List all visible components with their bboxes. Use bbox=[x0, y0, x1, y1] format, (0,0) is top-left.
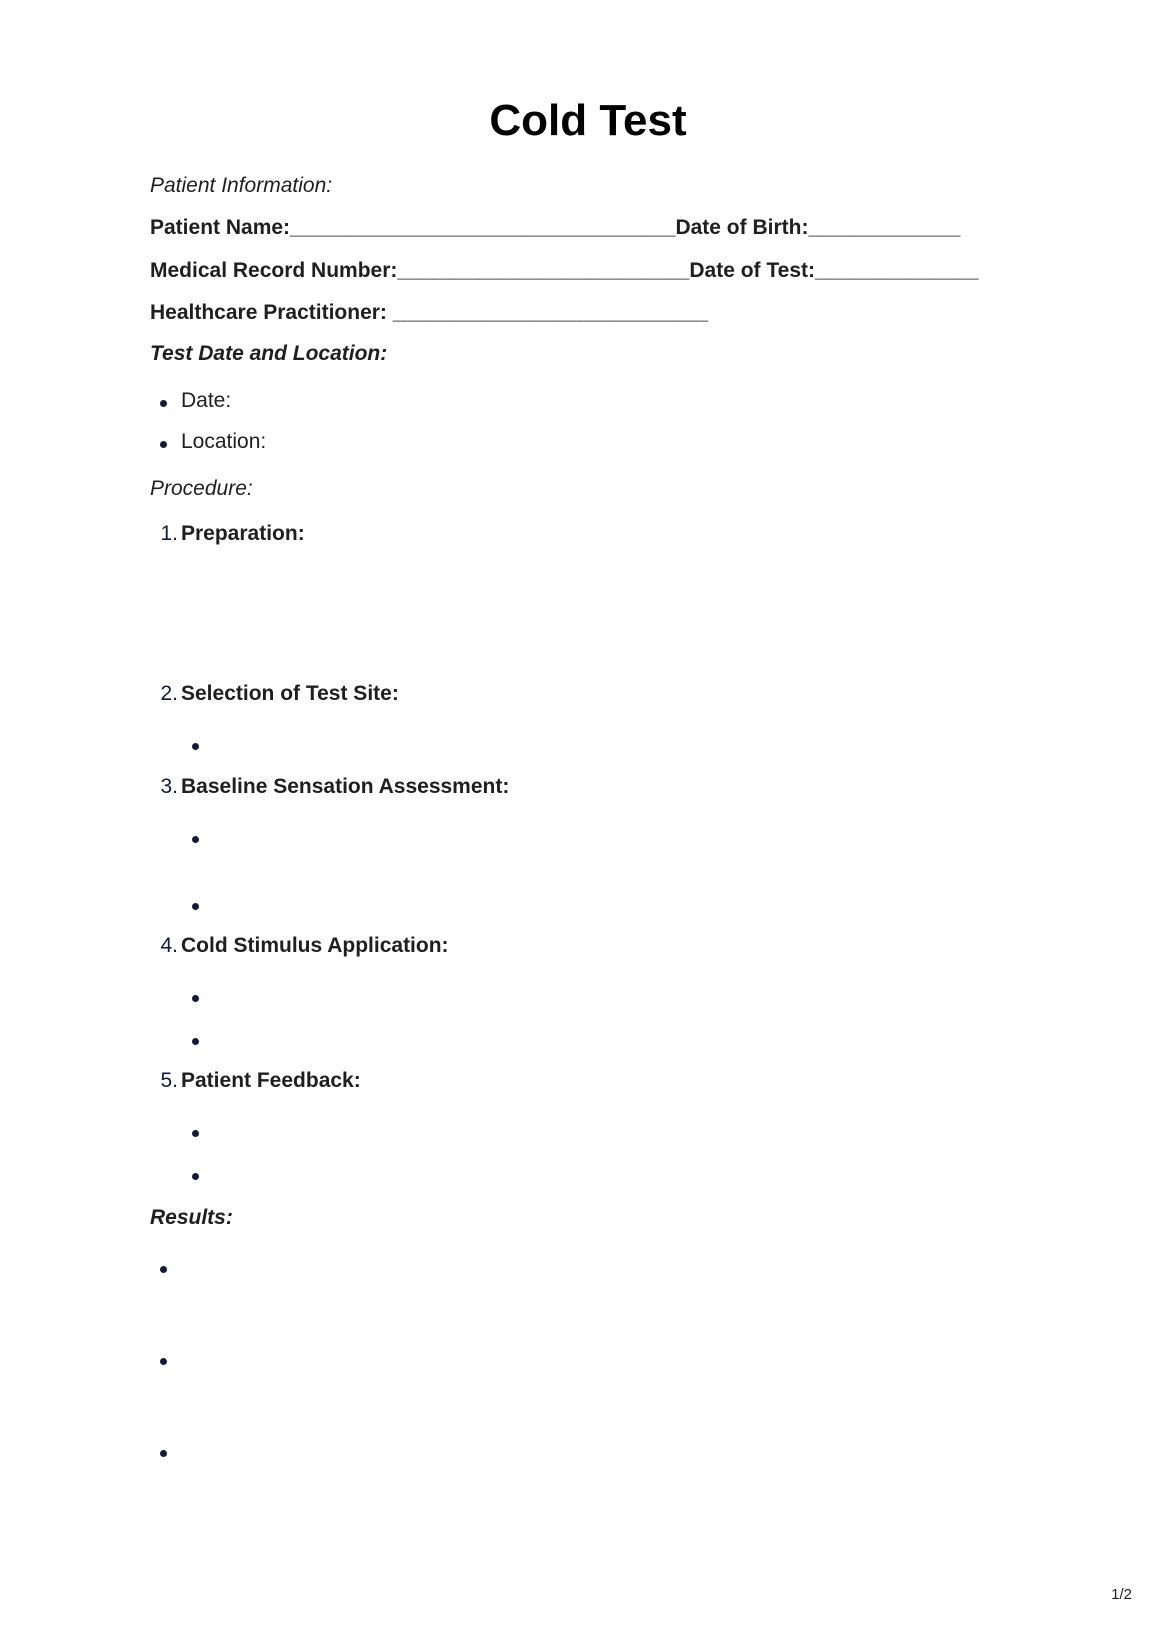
bullet-icon bbox=[192, 743, 199, 750]
procedure-heading: Procedure: bbox=[150, 477, 253, 500]
medical-record-test-date-field[interactable]: Medical Record Number:_________________________Date of Test:______________ bbox=[150, 259, 979, 282]
test-date-location-heading: Test Date and Location: bbox=[150, 342, 388, 365]
location-item: Location: bbox=[181, 430, 267, 453]
patient-info-heading: Patient Information: bbox=[150, 174, 333, 197]
step-test-site: Selection of Test Site: bbox=[181, 682, 399, 705]
bullet-icon bbox=[192, 903, 199, 910]
bullet-icon bbox=[192, 1130, 199, 1137]
step-number: 4. bbox=[160, 934, 178, 957]
bullet-icon bbox=[192, 995, 199, 1002]
healthcare-practitioner-field[interactable]: Healthcare Practitioner: ___________________________ bbox=[150, 301, 709, 324]
bullet-icon bbox=[192, 836, 199, 843]
results-heading: Results: bbox=[150, 1206, 233, 1229]
step-patient-feedback: Patient Feedback: bbox=[181, 1069, 361, 1092]
page-title: Cold Test bbox=[489, 96, 687, 145]
step-cold-stimulus: Cold Stimulus Application: bbox=[181, 934, 449, 957]
step-number: 1. bbox=[160, 522, 178, 545]
page-number: 1/2 bbox=[1111, 1586, 1132, 1603]
bullet-icon bbox=[160, 1266, 167, 1273]
step-number: 2. bbox=[160, 682, 178, 705]
bullet-icon bbox=[160, 1358, 167, 1365]
bullet-icon bbox=[160, 1450, 167, 1457]
bullet-icon bbox=[160, 441, 167, 448]
bullet-icon bbox=[192, 1173, 199, 1180]
step-number: 3. bbox=[160, 775, 178, 798]
date-item: Date: bbox=[181, 389, 232, 412]
step-baseline-assessment: Baseline Sensation Assessment: bbox=[181, 775, 510, 798]
step-preparation: Preparation: bbox=[181, 522, 305, 545]
step-number: 5. bbox=[160, 1069, 178, 1092]
bullet-icon bbox=[192, 1038, 199, 1045]
bullet-icon bbox=[160, 400, 167, 407]
patient-name-dob-field[interactable]: Patient Name:_________________________________Date of Birth:_____________ bbox=[150, 216, 961, 239]
